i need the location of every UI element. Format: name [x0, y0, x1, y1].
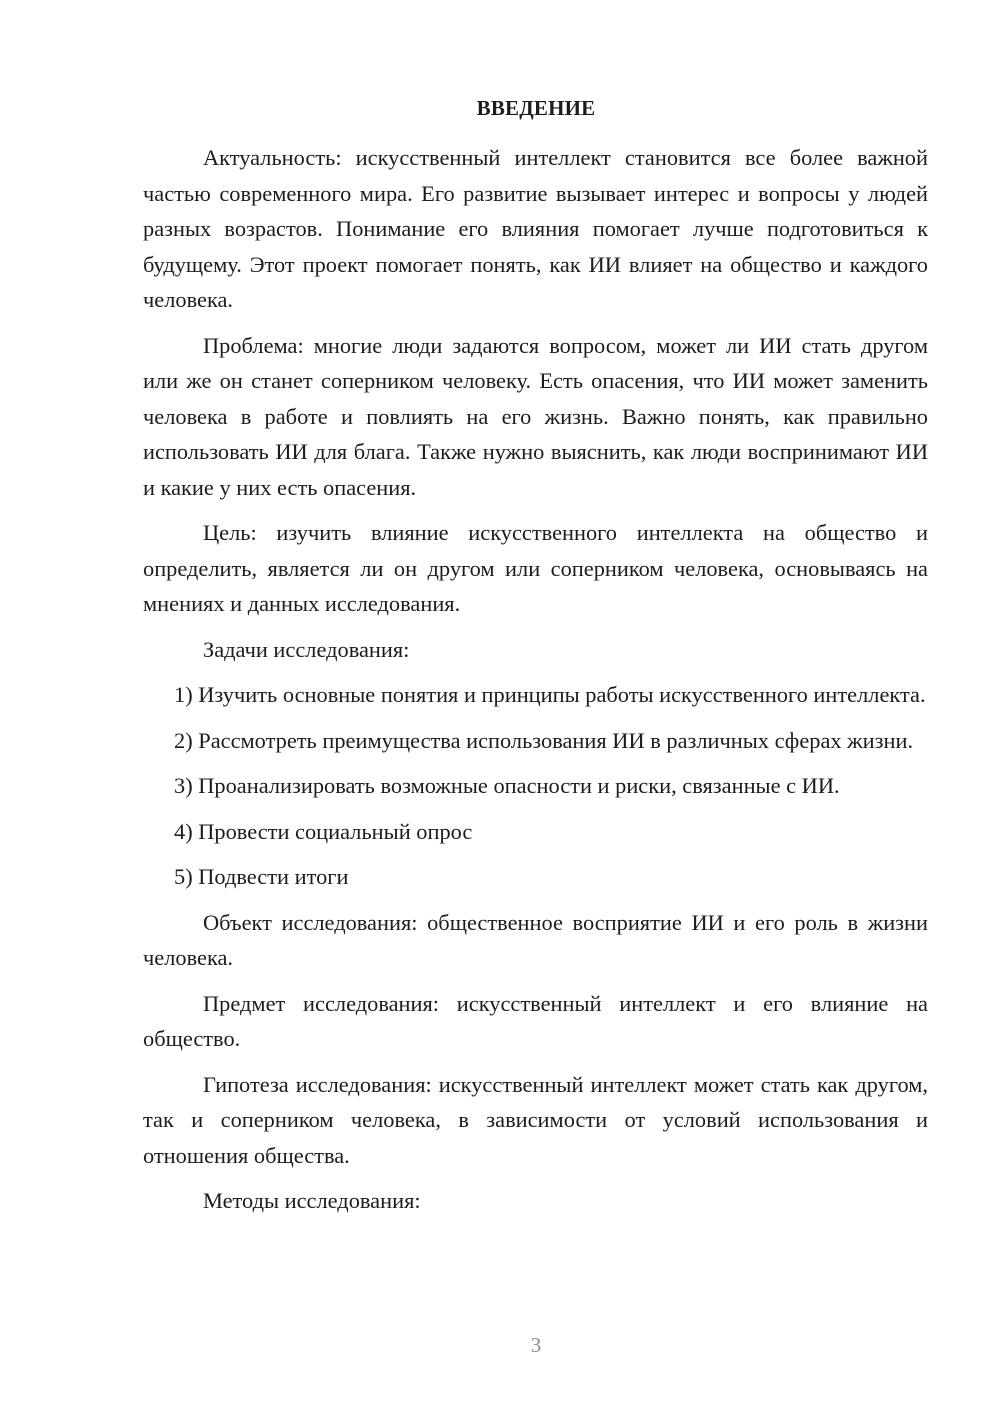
- paragraph-hypothesis: Гипотеза исследования: искусственный интеллект может стать как другом, так и соперником человека, в зависимости от условий использования и отношения общества.: [143, 1071, 928, 1168]
- task-item-2: 2) Рассмотреть преимущества использования ИИ в различных сферах жизни.: [174, 727, 914, 753]
- paragraph-actuality: Актуальность: искусственный интеллект становится все более важной частью современного мира. Его развитие вызывает интерес и вопросы у людей разных возрастов. Понимание его влияния помогает лучше подготовиться к будущему. Этот проект помогает понять, как ИИ влияет на общество и каждого человека.: [143, 145, 928, 312]
- document-body: [143, 140, 928, 1229]
- methods-heading: Методы исследования:: [203, 1188, 421, 1213]
- task-item-5: 5) Подвести итоги: [174, 864, 349, 889]
- task-item-3: 3) Проанализировать возможные опасности и риски, связанные с ИИ.: [174, 773, 840, 798]
- paragraph-subject: Предмет исследования: искусственный интеллект и его влияние на общество.: [143, 990, 928, 1051]
- page-title: ВВЕДЕНИЕ: [476, 96, 596, 120]
- paragraph-problem: Проблема: многие люди задаются вопросом, может ли ИИ стать другом или же он станет соперником человеку. Есть опасения, что ИИ может заменить человека в работе и повлиять на его жизнь. Важно понять, как правильно использовать ИИ для блага. Также нужно выяснить, как люди воспринимают ИИ и какие у них есть опасения.: [143, 332, 928, 500]
- task-item-4: 4) Провести социальный опрос: [174, 818, 473, 844]
- paragraph-goal: Цель: изучить влияние искусственного интеллекта на общество и определить, является ли он другом или соперником человека, основываясь на мнениях и данных исследования.: [143, 520, 928, 616]
- task-item-1: 1) Изучить основные понятия и принципы работы искусственного интеллекта.: [174, 682, 926, 707]
- tasks-heading: Задачи исследования:: [203, 636, 410, 662]
- page-number: 3: [530, 1333, 542, 1357]
- paragraph-object: Объект исследования: общественное восприятие ИИ и его роль в жизни человека.: [143, 909, 928, 970]
